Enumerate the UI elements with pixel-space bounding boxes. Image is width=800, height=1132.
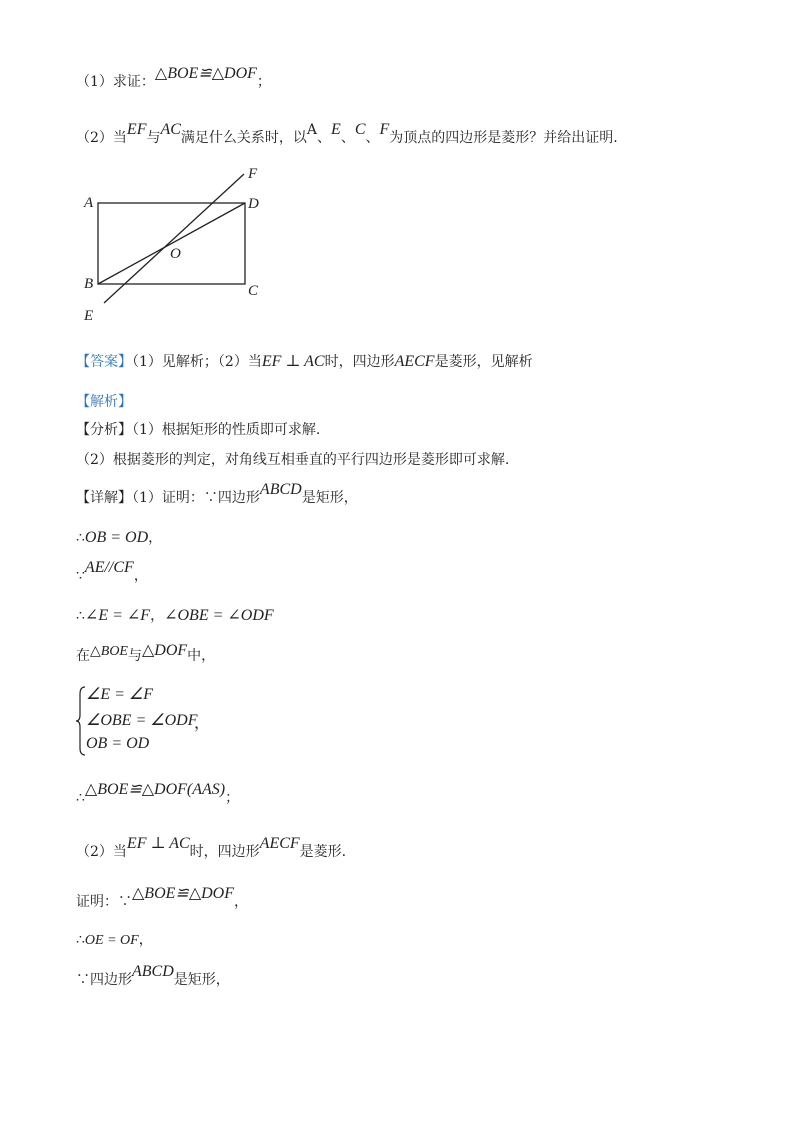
step-1-expr: OB = OD	[84, 529, 149, 546]
question-2-tail: 为顶点的四边形是菱形？并给出证明.	[389, 130, 618, 146]
step-9-tail: 是矩形，	[173, 972, 230, 988]
question-1-line	[76, 65, 271, 92]
step-7	[76, 885, 248, 912]
step-7-expr: △BOE≌△DOF	[132, 885, 234, 902]
step-5	[76, 781, 240, 808]
step-6-label: （2）当	[76, 844, 127, 860]
answer-line	[76, 352, 533, 372]
step-6-expr: EF ⊥ AC	[126, 835, 190, 852]
triangle-boe: △BOE	[90, 644, 128, 659]
therefore-symbol: ∴	[76, 530, 85, 546]
detail-abcd: ABCD	[259, 481, 302, 498]
point-a: A	[306, 122, 318, 138]
system-line-1: ∠E = ∠F	[86, 686, 154, 703]
step-8	[76, 930, 153, 951]
fenxi-line	[76, 420, 320, 440]
point-f: F	[379, 121, 390, 138]
step-2	[76, 559, 148, 586]
step-6-quad: AECF	[259, 835, 300, 852]
step-4	[76, 642, 216, 667]
diagonal-bd	[98, 203, 245, 284]
step-1	[76, 528, 162, 548]
step-3	[76, 606, 274, 626]
step-8-tail: ，	[138, 932, 153, 948]
label-a: A	[84, 195, 94, 211]
step-8-expr: OE = OF	[84, 933, 139, 948]
system-line-3: OB = OD	[86, 735, 150, 752]
therefore-symbol: ∴	[76, 608, 85, 624]
detail-tail: 是矩形，	[301, 490, 358, 506]
question-2-mid: 满足什么关系时，以	[180, 130, 307, 146]
step-3-expr-2: ∠OBE = ∠ODF	[164, 607, 274, 624]
question-2-yu: 与	[146, 130, 161, 146]
step-6-mid: 时，四边形	[189, 844, 260, 860]
answer-text-2: 时，四边形	[324, 354, 395, 370]
label-e: E	[84, 308, 94, 324]
step-6	[76, 835, 347, 862]
question-1-expr: △BOE≌△DOF	[154, 65, 257, 82]
step-2-expr: AE//CF	[84, 559, 134, 576]
answer-text-1: （1）见解析；（2）当	[132, 354, 262, 370]
step-4-yu: 与	[127, 648, 142, 664]
step-9-abcd: ABCD	[132, 963, 174, 980]
step-2-tail: ，	[133, 568, 148, 584]
step-9	[76, 963, 230, 990]
step-3-sep: ，	[150, 608, 165, 624]
sep-2: 、	[340, 130, 355, 146]
label-f: F	[248, 166, 258, 182]
therefore-symbol: ∴	[76, 790, 85, 806]
step-7-tail: ，	[234, 894, 248, 910]
analysis-tag: 【解析】	[76, 394, 132, 410]
ac-symbol: AC	[160, 121, 181, 138]
step-9-sym: ∵四边形	[76, 972, 132, 988]
rectangle-figure	[76, 160, 276, 330]
therefore-symbol: ∴	[76, 932, 85, 948]
label-b: B	[84, 276, 94, 292]
sep-3: 、	[365, 130, 380, 146]
sep-1: 、	[317, 130, 332, 146]
system-line-2: ∠OBE = ∠ODF	[86, 712, 198, 729]
step-4-zai: 在	[76, 648, 90, 664]
answer-quad: AECF	[394, 353, 435, 370]
question-2-label: （2）当	[76, 130, 127, 146]
answer-tag: 【答案】	[76, 354, 132, 370]
step-7-label: 证明：∵	[76, 894, 132, 910]
label-d: D	[248, 196, 259, 212]
answer-text-3: 是菱形，见解析	[434, 354, 533, 370]
point-c: C	[354, 121, 366, 138]
detail-line	[76, 481, 358, 508]
fenxi-text: （1）根据矩形的性质即可求解.	[132, 422, 321, 438]
answer-expr: EF ⊥ AC	[261, 353, 325, 370]
fenxi-line-2: （2）根据菱形的判定，对角线互相垂直的平行四边形是菱形即可求解.	[76, 452, 510, 468]
step-5-expr: △BOE≌△DOF(AAS)	[84, 781, 226, 798]
triangle-dof: △DOF	[141, 642, 188, 659]
step-6-tail: 是菱形.	[299, 844, 347, 860]
step-5-tail: ；	[225, 790, 240, 806]
label-o: O	[170, 246, 181, 262]
system-tail: ，	[194, 715, 211, 732]
because-symbol: ∵	[76, 568, 85, 584]
step-1-tail: ，	[148, 530, 163, 546]
detail-tag: 【详解】	[76, 490, 132, 506]
label-c: C	[248, 283, 259, 299]
question-1-label: （1）求证：	[76, 74, 155, 90]
point-e: E	[331, 121, 341, 138]
fenxi-tag: 【分析】	[76, 422, 132, 438]
question-2-line	[76, 121, 618, 148]
step-3-expr: ∠E = ∠F	[84, 607, 151, 624]
ef-symbol: EF	[126, 121, 147, 138]
question-1-tail: ；	[256, 74, 271, 90]
left-brace	[76, 686, 86, 756]
detail-text: （1）证明：∵四边形	[132, 490, 260, 506]
step-4-zhong: 中，	[187, 648, 216, 664]
